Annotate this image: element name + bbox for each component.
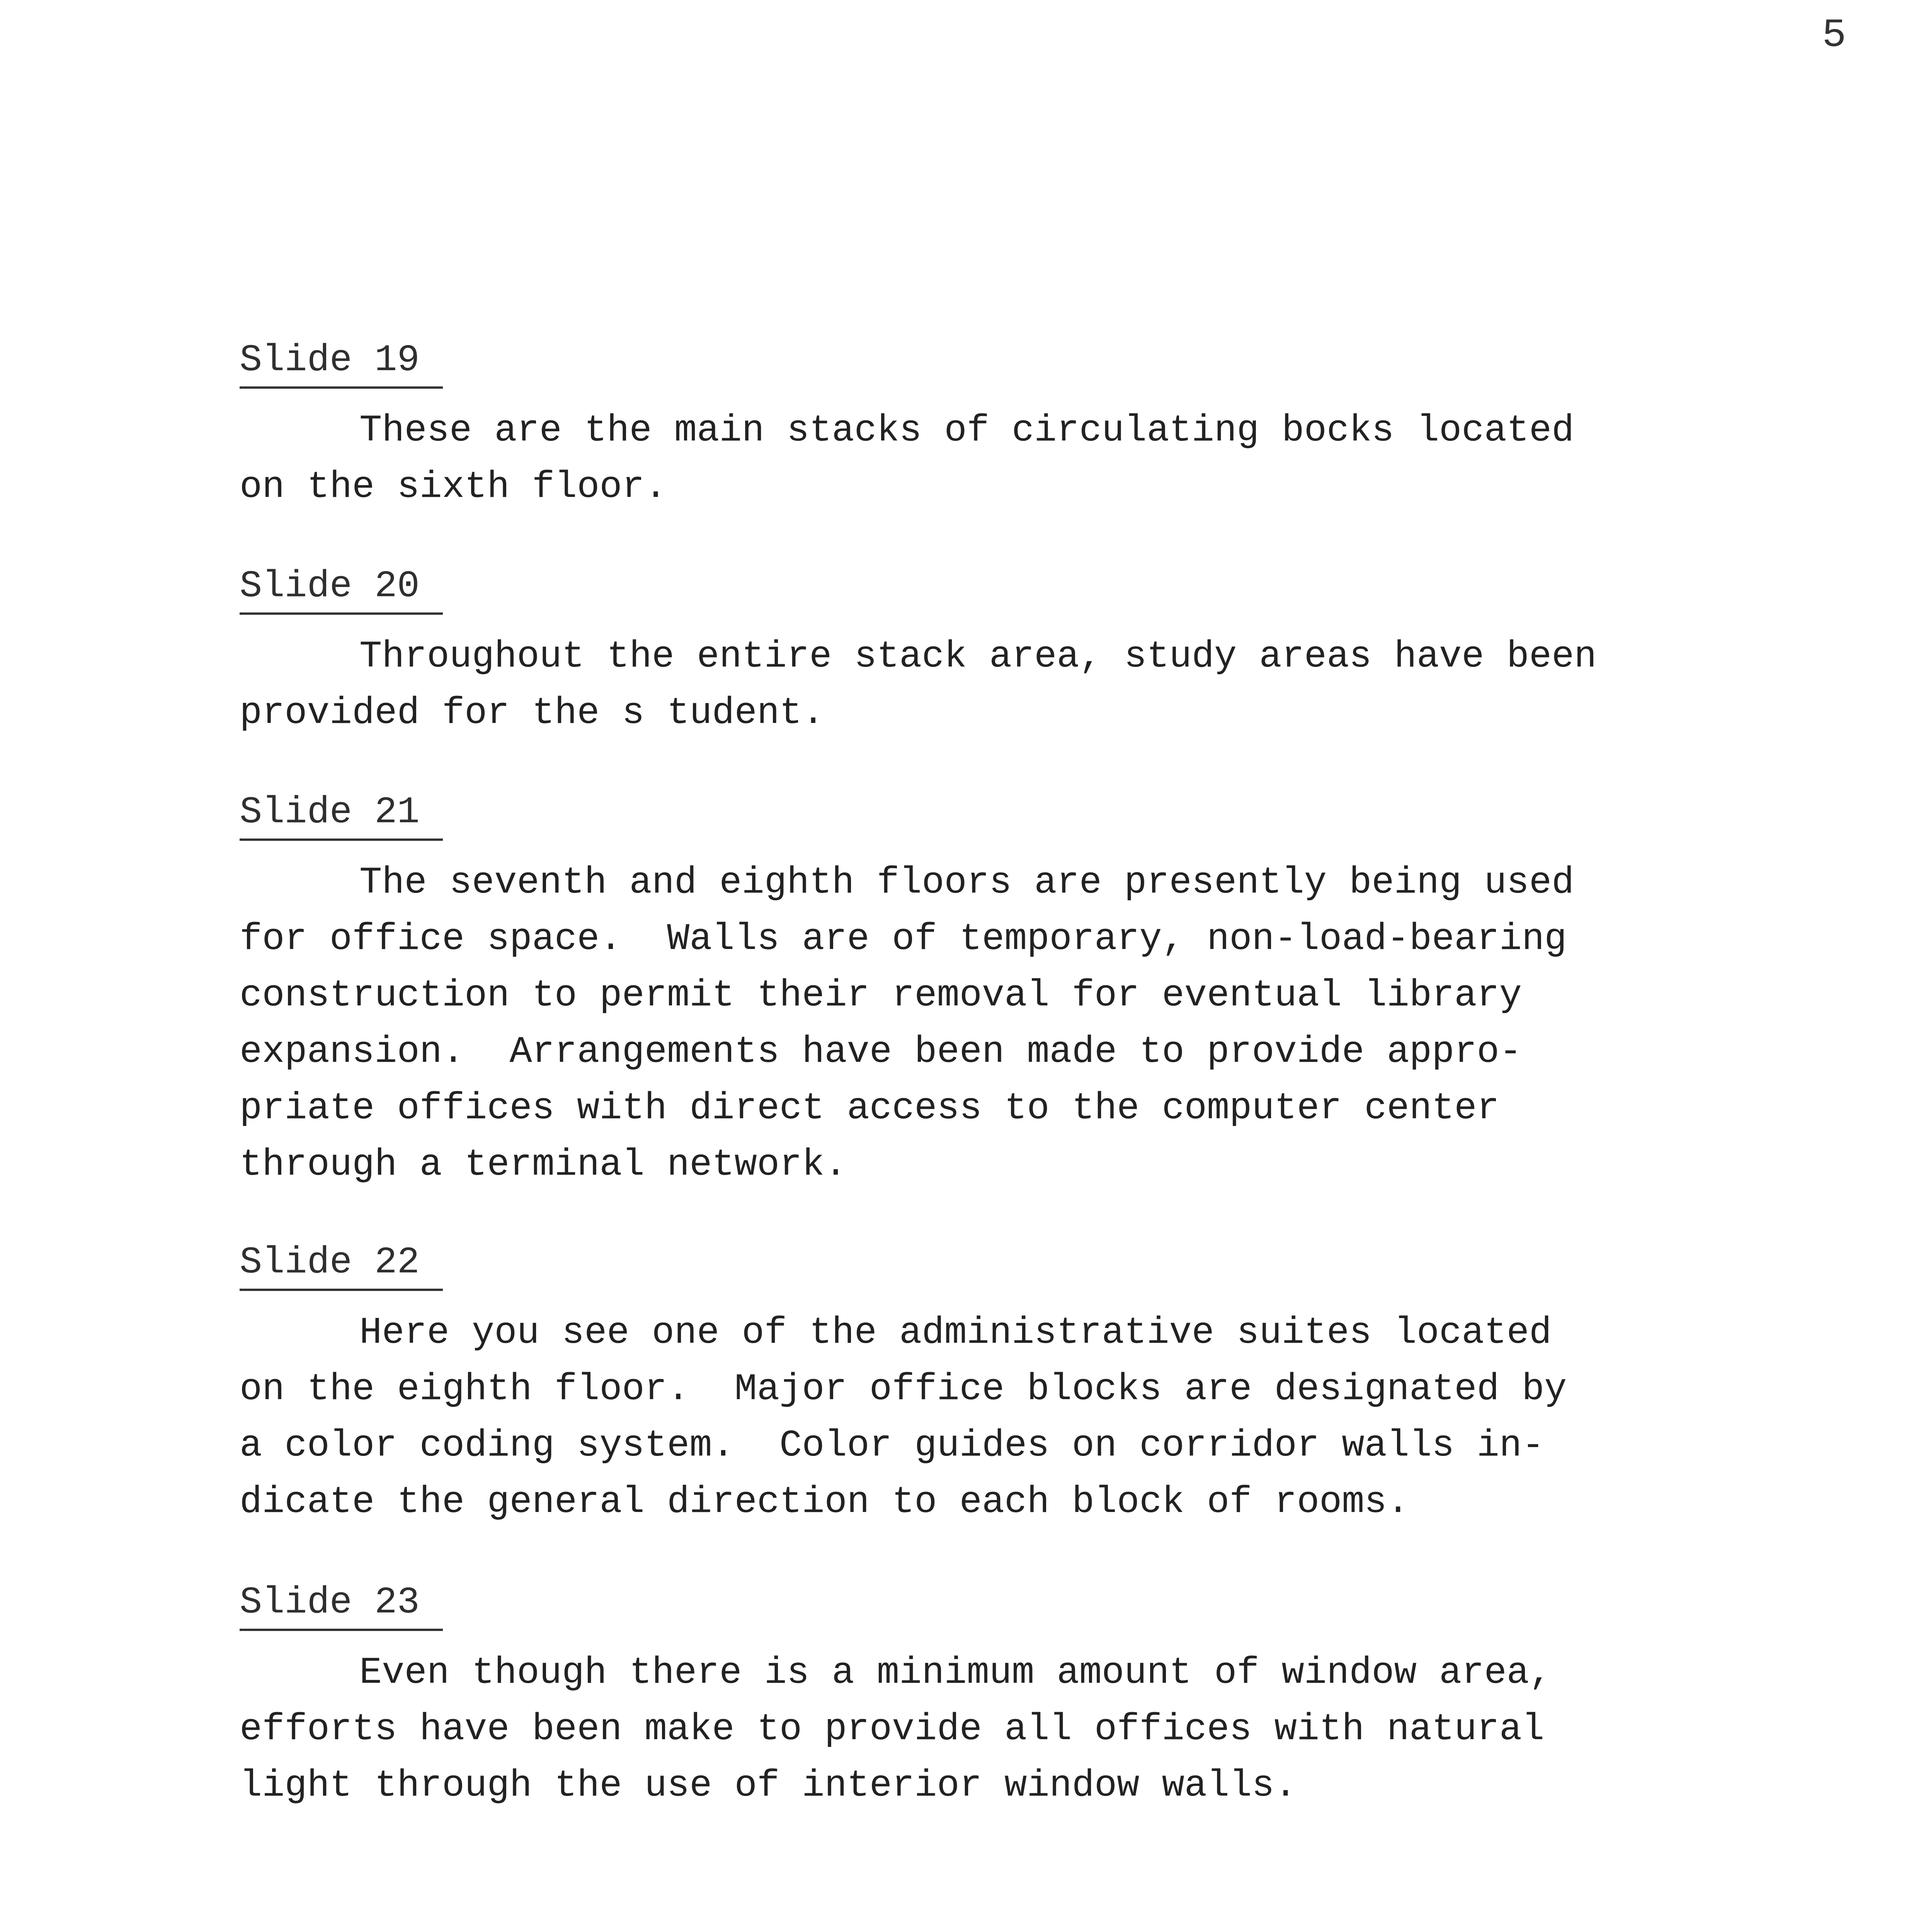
paragraph-line: expansion. Arrangements have been made to provide appro- [240, 1031, 1522, 1073]
slide-section-22 [240, 1244, 1708, 1531]
paragraph-line: Here you see one of the administrative suites located [359, 1312, 1552, 1354]
slide-section-21 [240, 791, 1708, 1193]
slide-heading: Slide 21 [240, 794, 443, 841]
paragraph-line: on the sixth floor. [240, 466, 667, 509]
slide-section-19 [240, 339, 1708, 515]
paragraph-line: Even though there is a minimum amount of window area, [359, 1652, 1552, 1694]
slide-paragraph [240, 629, 1708, 742]
slide-section-23 [240, 1584, 1708, 1814]
slide-heading: Slide 19 [240, 342, 443, 389]
paragraph-line: light through the use of interior window walls. [240, 1765, 1297, 1807]
paragraph-line: Throughout the entire stack area, study areas have been [359, 636, 1597, 678]
paragraph-line: The seventh and eighth floors are presently being used [359, 862, 1574, 904]
paragraph-line: a color coding system. Color guides on corridor walls in- [240, 1425, 1545, 1467]
paragraph-line: dicate the general direction to each block of rooms. [240, 1481, 1409, 1524]
paragraph-line: construction to permit their removal for eventual library [240, 975, 1522, 1017]
paragraph-line: through a terminal network. [240, 1144, 847, 1186]
page-number: 5 [1822, 13, 1846, 58]
slide-section-20 [240, 565, 1708, 742]
slide-paragraph [240, 1645, 1708, 1814]
slide-heading: Slide 23 [240, 1584, 443, 1631]
paragraph-line: priate offices with direct access to the computer center [240, 1087, 1499, 1130]
slide-paragraph [240, 855, 1708, 1193]
paragraph-line: provided for the s tudent. [240, 692, 825, 735]
paragraph-line: These are the main stacks of circulating bocks located [359, 410, 1574, 452]
slide-paragraph [240, 403, 1708, 515]
slide-heading: Slide 22 [240, 1244, 443, 1291]
paragraph-line: for office space. Walls are of temporary, non-load-bearing [240, 918, 1567, 961]
paragraph-line: efforts have been make to provide all offices with natural [240, 1708, 1545, 1751]
slide-paragraph [240, 1305, 1708, 1531]
slide-heading: Slide 20 [240, 568, 443, 615]
paragraph-line: on the eighth floor. Major office blocks are designated by [240, 1368, 1567, 1411]
